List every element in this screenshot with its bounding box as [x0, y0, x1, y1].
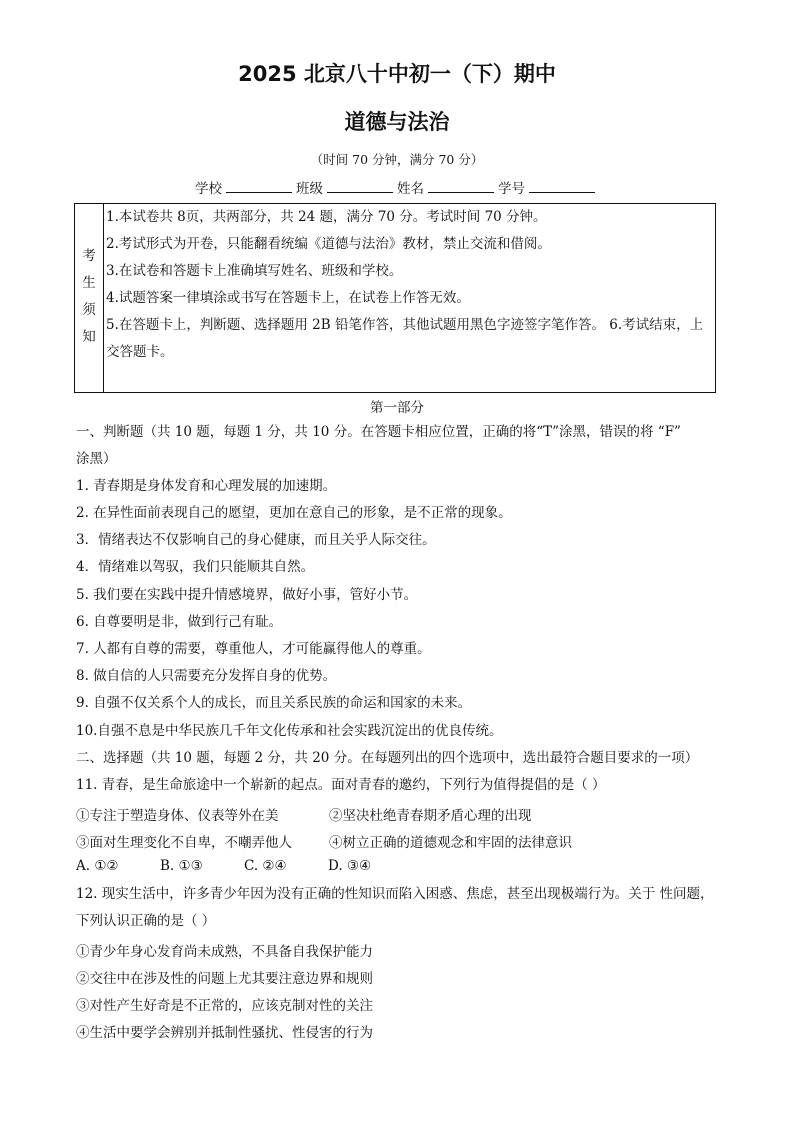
q11-choices	[76, 858, 371, 874]
exam-notice-box	[74, 203, 716, 393]
notice-item: 2.考试形式为开卷，只能翻看统编《道德与法治》教材，禁止交流和借阅。	[106, 236, 551, 252]
q11-option: ①专注于塑造身体、仪表等外在美	[76, 808, 279, 824]
section2-heading: 二、选择题（共 10 题，每题 2 分，共 20 分。在每题列出的四个选项中，选出最符合题目要求的一项）	[76, 750, 699, 766]
notice-label-char: 生	[82, 275, 96, 291]
q11-options-row1	[76, 804, 532, 824]
notice-item: 1.本试卷共 8页，共两部分，共 24 题，满分 70 分。考试时间 70 分钟。	[106, 209, 547, 225]
judgment-item: 5. 我们要在实践中提升情感境界，做好小事，管好小节。	[76, 587, 418, 603]
q12-stem-cont: 下列认识正确的是（ ）	[76, 913, 216, 929]
q11-choice-b[interactable]: B. ①③	[160, 858, 203, 874]
q11-option: ③面对生理变化不自卑，不嘲弄他人	[76, 835, 292, 851]
judgment-item: 4．情绪难以驾驭，我们只能顺其自然。	[76, 559, 315, 575]
q11-stem: 11. 青春，是生命旅途中一个崭新的起点。面对青春的邀约，下列行为值得提倡的是（ ）	[76, 777, 606, 793]
student-info-line	[0, 177, 794, 197]
class-field[interactable]	[327, 180, 393, 193]
judgment-item: 10.自强不息是中华民族几千年文化传承和社会实践沉淀出的优良传统。	[76, 723, 503, 739]
q11-choice-a[interactable]: A. ①②	[76, 858, 119, 874]
class-label: 班级	[296, 181, 323, 197]
q12-option: ②交往中在涉及性的问题上尤其要注意边界和规则	[76, 971, 373, 987]
notice-item: 5.在答题卡上，判断题、选择题用 2B 铅笔作答，其他试题用黑色字迹签字笔作答。 6.考试结束，上	[106, 317, 704, 333]
notice-items	[105, 204, 713, 366]
judgment-item: 8. 做自信的人只需要充分发挥自身的优势。	[76, 668, 337, 684]
part-one-title: 第一部分	[370, 400, 424, 416]
student-id-label: 学号	[498, 181, 525, 197]
name-label: 姓名	[397, 181, 424, 197]
q12-stem: 12. 现实生活中，许多青少年因为没有正确的性知识而陷入困惑、焦虑，甚至出现极端行为。关于 性问题，	[76, 886, 714, 902]
judgment-item: 6. 自尊要明是非，做到行己有耻。	[76, 614, 283, 630]
judgment-item: 3．情绪表达不仅影响自己的身心健康，而且关乎人际交往。	[76, 532, 436, 548]
judgment-item: 9. 自强不仅关系个人的成长，而且关系民族的命运和国家的未来。	[76, 695, 472, 711]
notice-item: 3.在试卷和答题卡上准确填写姓名、班级和学校。	[106, 263, 403, 279]
section1-heading-cont: 涂黑）	[76, 451, 117, 467]
school-field[interactable]	[226, 180, 292, 193]
notice-item: 交答题卡。	[106, 344, 174, 360]
notice-label-char: 知	[82, 329, 96, 345]
judgment-item: 1. 青春期是身体发育和心理发展的加速期。	[76, 478, 337, 494]
notice-label-char: 考	[82, 248, 96, 264]
notice-label-char: 须	[82, 302, 96, 318]
subject-title: 道德与法治	[344, 110, 450, 134]
q11-option: ②坚决杜绝青春期矛盾心理的出现	[329, 808, 532, 824]
judgment-item: 2. 在异性面前表现自己的愿望，更加在意自己的形象，是不正常的现象。	[76, 505, 512, 521]
q12-option: ④生活中要学会辨别并抵制性骚扰、性侵害的行为	[76, 1025, 373, 1041]
q11-choice-c[interactable]: C. ②④	[244, 858, 287, 874]
name-field[interactable]	[428, 180, 494, 193]
q11-choice-d[interactable]: D. ③④	[328, 858, 372, 874]
time-note: （时间 70 分钟，满分 70 分）	[310, 152, 484, 167]
student-id-field[interactable]	[529, 180, 595, 193]
section1-heading: 一、判断题（共 10 题，每题 1 分，共 10 分。在答题卡相应位置，正确的将“T”涂黑，错误的将 “F”	[76, 424, 681, 440]
q12-option: ③对性产生好奇是不正常的，应该克制对性的关注	[76, 998, 373, 1014]
judgment-item: 7. 人都有自尊的需要，尊重他人，才可能赢得他人的尊重。	[76, 641, 431, 657]
q11-option: ④树立正确的道德观念和牢固的法律意识	[329, 835, 572, 851]
school-label: 学校	[195, 181, 222, 197]
notice-item: 4.试题答案一律填涂或书写在答题卡上，在试卷上作答无效。	[106, 290, 470, 306]
q11-options-row2	[76, 831, 572, 851]
exam-title: 2025 北京八十中初一（下）期中	[238, 62, 556, 86]
notice-label	[75, 204, 104, 392]
q12-option: ①青少年身心发育尚未成熟，不具备自我保护能力	[76, 944, 373, 960]
